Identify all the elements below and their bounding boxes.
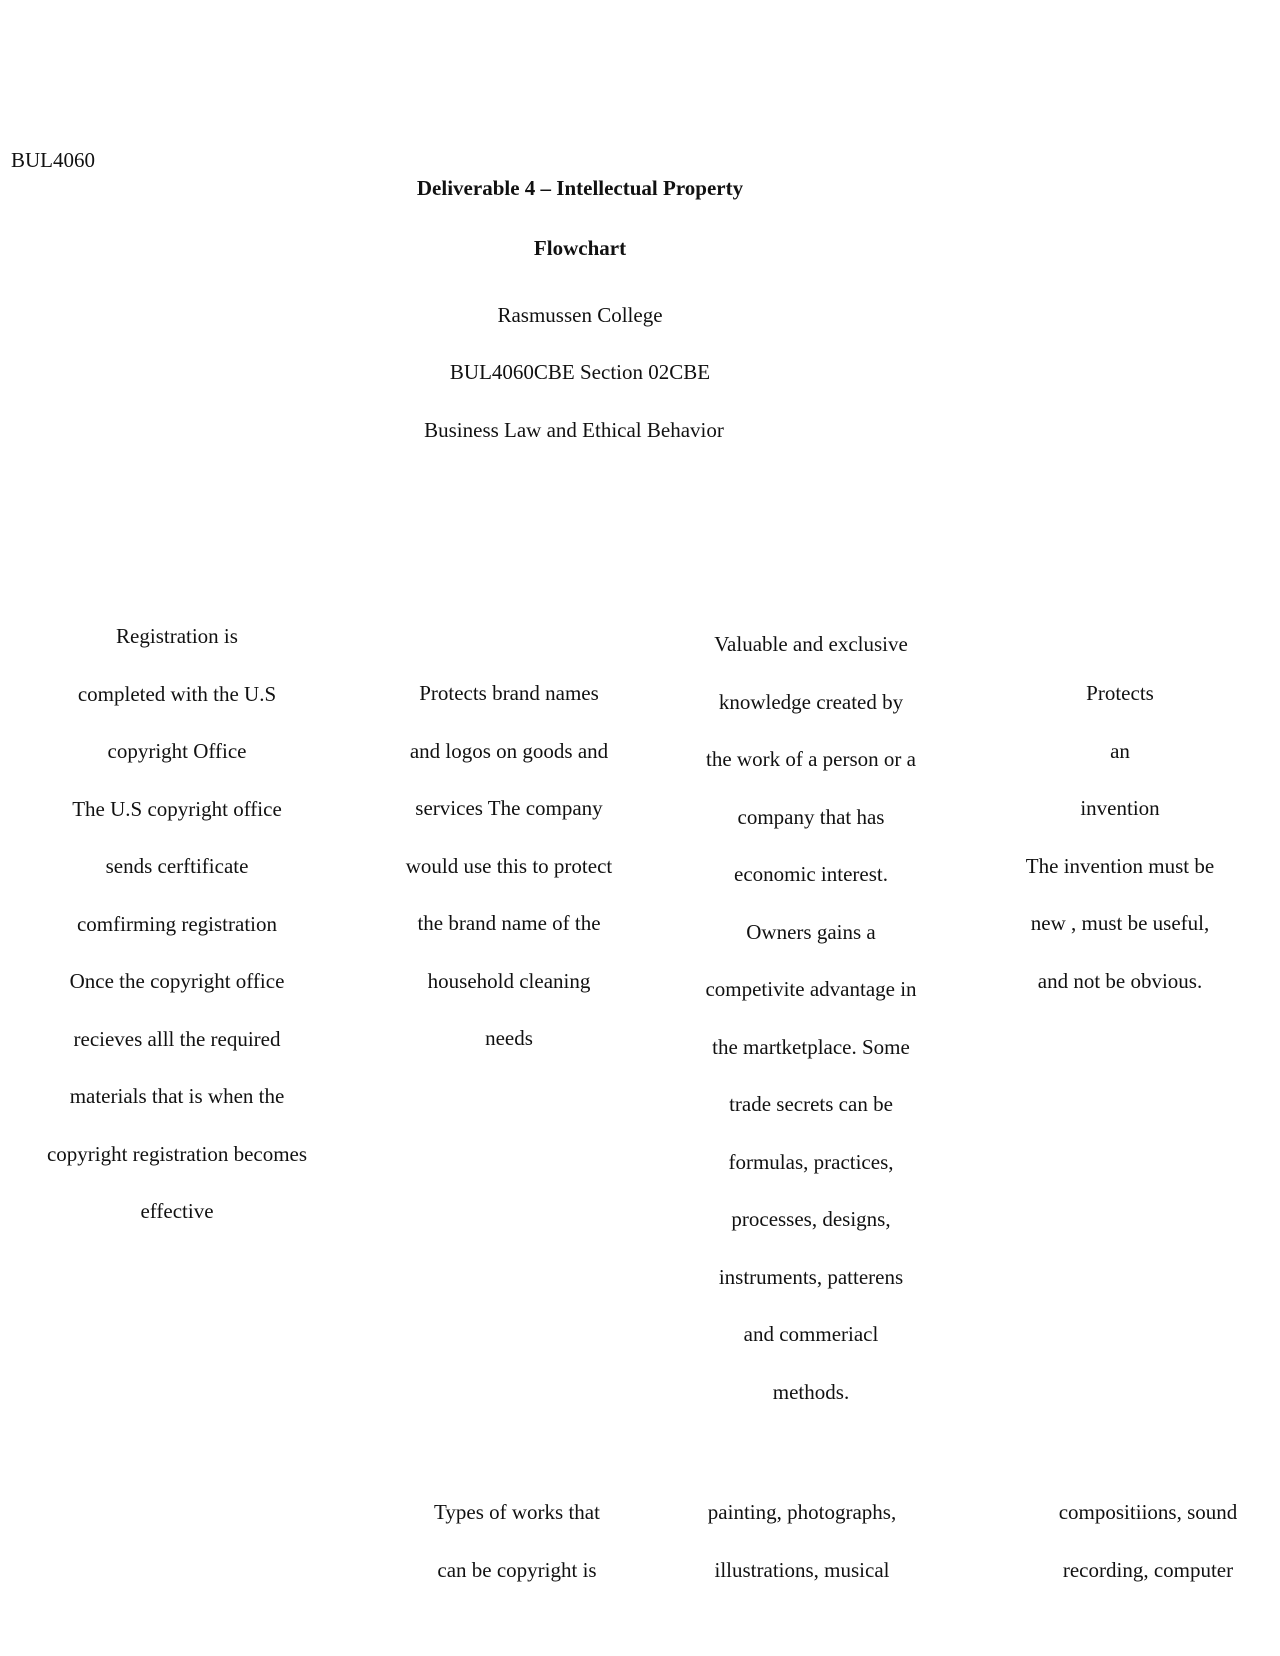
copyright-examples-box-1: [672, 1502, 932, 1617]
trademark-line: household cleaning: [427, 968, 591, 993]
copyright-examples-line: recording, computer: [1062, 1557, 1234, 1582]
institution-name: Rasmussen College: [497, 303, 663, 327]
document-title-line-2: Flowchart: [533, 236, 627, 260]
trade-secret-line: trade secrets can be: [729, 1092, 893, 1116]
trade-secret-line: economic interest.: [734, 862, 888, 886]
copyright-process-line: Once the copyright office: [69, 969, 285, 993]
copyright-process-line: sends cerftificate: [105, 854, 249, 878]
trade-secret-line: and commeriacl: [743, 1322, 879, 1346]
copyright-process-line: materials that is when the: [69, 1084, 285, 1108]
trade-secret-line: formulas, practices,: [728, 1149, 894, 1174]
copyright-process-line: completed with the U.S: [77, 681, 277, 706]
copyright-process-line: copyright Office: [107, 739, 247, 763]
copyright-types-line: Types of works that: [434, 1500, 600, 1524]
copyright-process-line: recieves alll the required: [73, 1026, 281, 1051]
trademark-line: services The company: [415, 796, 603, 820]
trade-secret-line: company that has: [737, 804, 885, 829]
copyright-examples-line: compositiions, sound: [1058, 1500, 1238, 1524]
trademark-line: Protects brand names: [419, 681, 599, 705]
trademark-line: needs: [485, 1026, 533, 1050]
trade-secret-line: methods.: [772, 1379, 850, 1404]
patent-line: Protects: [1086, 681, 1154, 705]
course-name: Business Law and Ethical Behavior: [424, 418, 724, 442]
trade-secret-line: Valuable and exclusive: [714, 632, 908, 656]
trademark-line: and logos on goods and: [409, 738, 609, 763]
trade-secret-line: the work of a person or a: [706, 747, 916, 771]
trade-secret-line: competivite advantage in: [705, 977, 917, 1001]
document-title-line-1: Deliverable 4 – Intellectual Property: [416, 176, 744, 200]
trade-secret-line: Owners gains a: [746, 919, 876, 944]
trademark-line: would use this to protect: [405, 853, 613, 878]
copyright-process-line: Registration is: [116, 624, 238, 648]
course-section: BUL4060CBE Section 02CBE: [449, 360, 711, 384]
copyright-examples-box-2: [1018, 1502, 1278, 1617]
copyright-process-box: [17, 626, 337, 1259]
patent-line: The invention must be: [1025, 853, 1215, 878]
trademark-box: [379, 683, 639, 1086]
trade-secret-line: processes, designs,: [731, 1207, 891, 1231]
copyright-examples-line: painting, photographs,: [707, 1500, 897, 1524]
patent-line: invention: [1080, 796, 1160, 820]
patent-line: new , must be useful,: [1030, 911, 1210, 935]
patent-box: [995, 683, 1245, 1028]
trade-secret-line: the martketplace. Some: [712, 1034, 910, 1059]
trade-secret-box: [676, 634, 946, 1439]
patent-line: an: [1110, 738, 1130, 763]
copyright-process-line: effective: [140, 1199, 214, 1223]
copyright-types-line: can be copyright is: [437, 1557, 597, 1582]
trademark-line: the brand name of the: [417, 911, 601, 935]
copyright-process-line: The U.S copyright office: [72, 796, 282, 821]
copyright-process-line: comfirming registration: [76, 911, 278, 936]
running-header-course-code: BUL4060: [11, 148, 95, 172]
patent-line: and not be obvious.: [1037, 968, 1203, 993]
copyright-examples-line: illustrations, musical: [714, 1557, 890, 1582]
copyright-process-line: copyright registration becomes: [46, 1141, 308, 1166]
trade-secret-line: knowledge created by: [718, 689, 904, 714]
trade-secret-line: instruments, patterens: [718, 1264, 904, 1289]
copyright-types-label-box: [397, 1502, 637, 1617]
